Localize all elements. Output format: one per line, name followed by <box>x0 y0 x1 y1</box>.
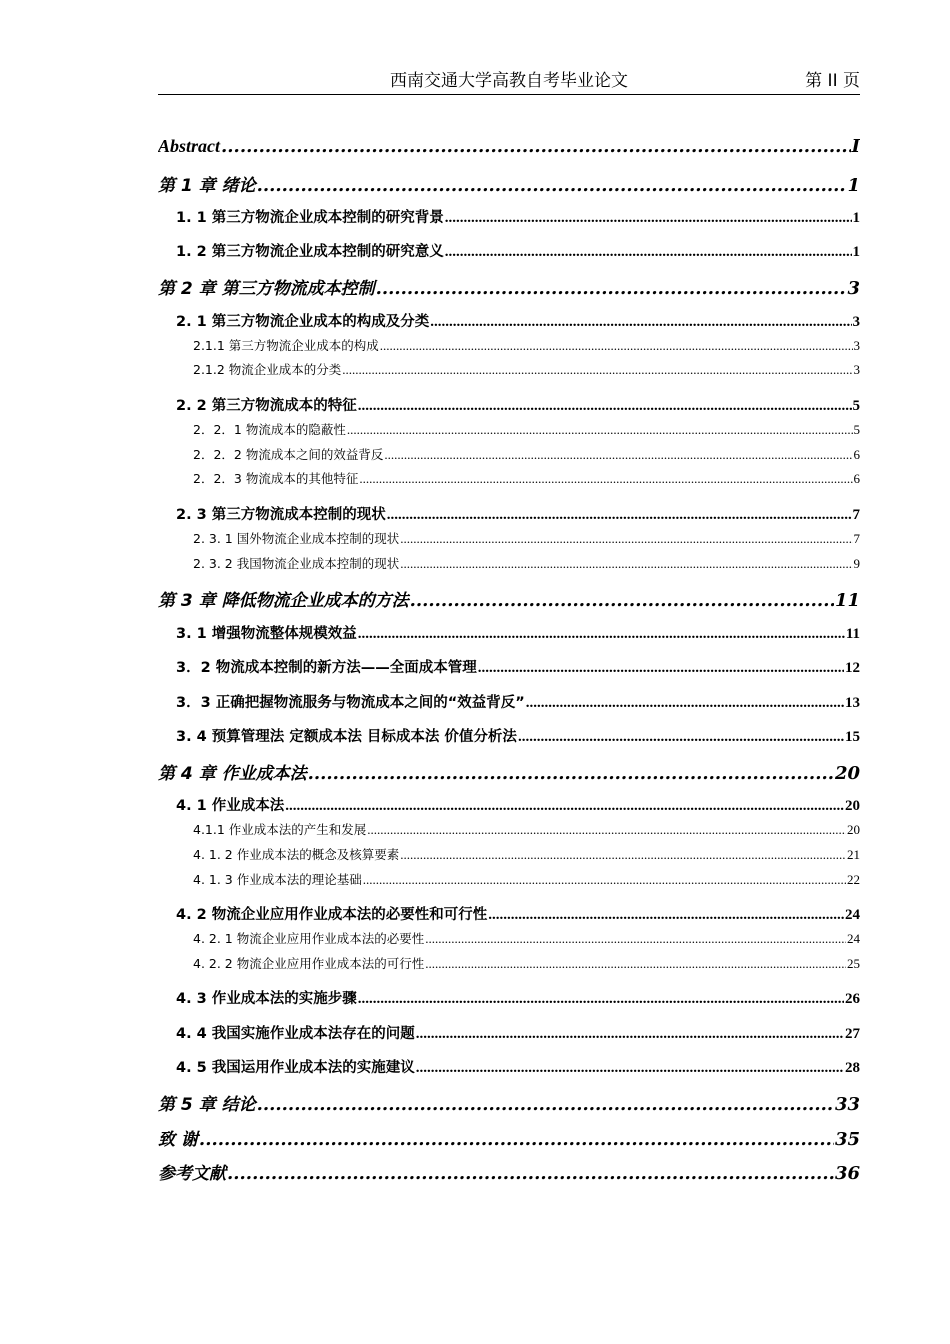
toc-label: 4. 2 物流企业应用作业成本法的必要性和可行性 <box>176 907 488 923</box>
toc-entry-chapter-4[interactable] <box>158 759 860 784</box>
toc-leader-dots <box>358 991 844 1008</box>
toc-label: 2. 3. 1 国外物流企业成本控制的现状 <box>193 531 400 546</box>
toc-entry-section-3-3[interactable] <box>176 691 860 712</box>
toc-page-number: 1 <box>847 175 860 196</box>
toc-label: 4. 2. 1 物流企业应用作业成本法的必要性 <box>193 931 425 946</box>
toc-leader-dots <box>526 695 844 712</box>
toc-entry-section-2-3[interactable] <box>176 503 860 524</box>
toc-label: 1. 1 第三方物流企业成本控制的研究背景 <box>176 210 444 226</box>
toc-page-number: 24 <box>845 907 860 923</box>
toc-entry-section-3-1[interactable] <box>176 622 860 643</box>
toc-page-number: 11 <box>845 626 860 642</box>
toc-leader-dots <box>387 507 852 524</box>
toc-label: 4. 1 作业成本法 <box>176 798 285 814</box>
toc-leader-dots <box>488 907 844 924</box>
toc-leader-dots <box>376 278 847 299</box>
toc-leader-dots <box>384 447 852 463</box>
toc-page-number: 1 <box>852 210 860 226</box>
toc-leader-dots <box>425 956 846 972</box>
toc-label: 4. 2. 2 物流企业应用作业成本法的可行性 <box>193 956 425 971</box>
toc-leader-dots <box>478 660 844 677</box>
toc-label: 参考文献 <box>158 1164 226 1184</box>
toc-page-number: 35 <box>834 1129 860 1150</box>
toc-entry-chapter-1[interactable] <box>158 171 860 196</box>
toc-label: 2. 3. 2 我国物流企业成本控制的现状 <box>193 556 400 571</box>
toc-label: 4.1.1 作业成本法的产生和发展 <box>193 822 367 837</box>
toc-entry-section-2-1-1[interactable] <box>193 336 860 354</box>
toc-label: 3．3 正确把握物流服务与物流成本之间的“效益背反” <box>176 695 525 711</box>
toc-label: 第 4 章 作业成本法 <box>158 764 307 784</box>
toc-leader-dots <box>308 763 834 784</box>
toc-label: 4. 4 我国实施作业成本法存在的问题 <box>176 1026 415 1042</box>
toc-label: 3. 1 增强物流整体规模效益 <box>176 626 357 642</box>
toc-leader-dots <box>342 362 852 378</box>
toc-entry-section-2-2-2[interactable] <box>193 445 860 463</box>
toc-leader-dots <box>257 175 847 196</box>
toc-page-number: 20 <box>834 763 860 784</box>
toc-page-number: 5 <box>853 422 860 437</box>
toc-entry-section-4-1-2[interactable] <box>193 845 860 863</box>
toc-label: 第 2 章 第三方物流成本控制 <box>158 279 375 299</box>
toc-entry-section-1-1[interactable] <box>176 206 860 227</box>
toc-label: 1. 2 第三方物流企业成本控制的研究意义 <box>176 244 444 260</box>
toc-entry-section-3-2[interactable] <box>176 656 860 677</box>
toc-entry-section-2-2-3[interactable] <box>193 469 860 487</box>
toc-leader-dots <box>400 847 846 863</box>
toc-label: 3. 4 预算管理法 定额成本法 目标成本法 价值分析法 <box>176 729 517 745</box>
toc-leader-dots <box>285 798 844 815</box>
toc-label: 4. 1. 2 作业成本法的概念及核算要素 <box>193 847 400 862</box>
toc-label: 致 谢 <box>158 1130 198 1150</box>
toc-leader-dots <box>363 872 846 888</box>
toc-page-number: 36 <box>834 1163 860 1184</box>
toc-leader-dots <box>358 626 845 643</box>
toc-page-number: 3 <box>853 362 860 377</box>
toc-leader-dots <box>257 1094 834 1115</box>
toc-label: 2.1.1 第三方物流企业成本的构成 <box>193 338 379 353</box>
toc-label: 2.1.2 物流企业成本的分类 <box>193 362 342 377</box>
toc-page-number: 6 <box>853 447 860 462</box>
toc-page-number: 3 <box>853 338 860 353</box>
toc-label: 4. 5 我国运用作业成本法的实施建议 <box>176 1060 415 1076</box>
toc-page-number: 26 <box>845 991 860 1007</box>
toc-leader-dots <box>347 422 853 438</box>
toc-leader-dots <box>199 1129 834 1150</box>
toc-page-number: 9 <box>853 556 860 571</box>
toc-page-number: 7 <box>853 531 860 546</box>
toc-label: 4. 1. 3 作业成本法的理论基础 <box>193 872 362 887</box>
toc-page-number: 22 <box>847 872 860 887</box>
toc-label: 第 3 章 降低物流企业成本的方法 <box>158 591 409 611</box>
toc-page-number: I <box>851 136 860 157</box>
toc-page-number: 13 <box>845 695 860 711</box>
toc-leader-dots <box>221 136 851 157</box>
toc-page-number: 24 <box>847 931 860 946</box>
toc-page-number: 7 <box>852 507 860 523</box>
toc-page-number: 3 <box>847 278 860 299</box>
toc-entry-chapter-5[interactable] <box>158 1090 860 1115</box>
toc-page-number: 20 <box>847 822 860 837</box>
toc-entry-section-2-1[interactable] <box>176 310 860 331</box>
toc-entry-section-2-3-2[interactable] <box>193 554 860 572</box>
toc-entry-section-4-2[interactable] <box>176 903 860 924</box>
toc-entry-section-4-3[interactable] <box>176 987 860 1008</box>
toc-entry-chapter-2[interactable] <box>158 274 860 299</box>
toc-entry-acknowledgements[interactable] <box>158 1125 860 1150</box>
toc-entry-section-4-1[interactable] <box>176 794 860 815</box>
toc-entry-section-4-4[interactable] <box>176 1022 860 1043</box>
toc-entry-section-3-4[interactable] <box>176 725 860 746</box>
toc-leader-dots <box>416 1060 844 1077</box>
toc-entry-section-4-5[interactable] <box>176 1056 860 1077</box>
toc-leader-dots <box>410 590 834 611</box>
toc-page-number: 21 <box>847 847 860 862</box>
header-title: 西南交通大学高教自考毕业论文 <box>390 71 628 91</box>
toc-leader-dots <box>400 531 852 547</box>
toc-leader-dots <box>358 398 852 415</box>
toc-leader-dots <box>359 471 852 487</box>
toc-label: 3．2 物流成本控制的新方法——全面成本管理 <box>176 660 477 676</box>
toc-page-number: 27 <box>845 1026 860 1042</box>
toc-label: 第 1 章 绪论 <box>158 176 256 196</box>
toc-page-number: 11 <box>834 590 860 611</box>
toc-page-number: 25 <box>847 956 860 971</box>
toc-entry-section-4-2-2[interactable] <box>193 954 860 972</box>
toc-leader-dots <box>430 314 851 331</box>
toc-page-number: 15 <box>845 729 860 745</box>
toc-page-number: 3 <box>852 314 860 330</box>
toc-leader-dots <box>445 210 852 227</box>
toc-label: Abstract <box>158 136 221 156</box>
toc-leader-dots <box>416 1026 844 1043</box>
toc-label: 2．2．2 物流成本之间的效益背反 <box>193 447 384 462</box>
toc-entry-section-2-2-1[interactable] <box>193 420 860 438</box>
toc-entry-references[interactable] <box>158 1159 860 1184</box>
toc-entry-abstract[interactable] <box>158 136 860 157</box>
header-page-number: 第 II 页 <box>805 71 860 91</box>
toc-leader-dots <box>380 338 853 354</box>
toc-label: 4. 3 作业成本法的实施步骤 <box>176 991 357 1007</box>
toc-page-number: 28 <box>845 1060 860 1076</box>
toc-label: 2．2．3 物流成本的其他特征 <box>193 471 359 486</box>
toc-entry-section-2-2[interactable] <box>176 394 860 415</box>
toc-page-number: 6 <box>853 471 860 486</box>
toc-label: 2. 3 第三方物流成本控制的现状 <box>176 507 386 523</box>
toc-leader-dots <box>367 822 846 838</box>
toc-leader-dots <box>425 931 846 947</box>
toc-label: 第 5 章 结论 <box>158 1095 256 1115</box>
toc-page-number: 5 <box>852 398 860 414</box>
toc-entry-chapter-3[interactable] <box>158 586 860 611</box>
toc-entry-section-4-1-1[interactable] <box>193 820 860 838</box>
toc-label: 2．2．1 物流成本的隐蔽性 <box>193 422 346 437</box>
toc-leader-dots <box>400 556 852 572</box>
toc-page-number: 12 <box>845 660 860 676</box>
toc-leader-dots <box>227 1163 834 1184</box>
toc-label: 2. 1 第三方物流企业成本的构成及分类 <box>176 314 430 330</box>
toc-entry-section-4-1-3[interactable] <box>193 870 860 888</box>
toc-entry-section-1-2[interactable] <box>176 240 860 261</box>
toc-entry-section-4-2-1[interactable] <box>193 929 860 947</box>
toc-entry-section-2-1-2[interactable] <box>193 360 860 378</box>
toc-page-number: 33 <box>834 1094 860 1115</box>
toc-leader-dots <box>445 244 852 261</box>
toc-page-number: 1 <box>852 244 860 260</box>
toc-leader-dots <box>518 729 844 746</box>
toc-page-number: 20 <box>845 798 860 814</box>
toc-label: 2. 2 第三方物流成本的特征 <box>176 398 357 414</box>
toc-entry-section-2-3-1[interactable] <box>193 529 860 547</box>
